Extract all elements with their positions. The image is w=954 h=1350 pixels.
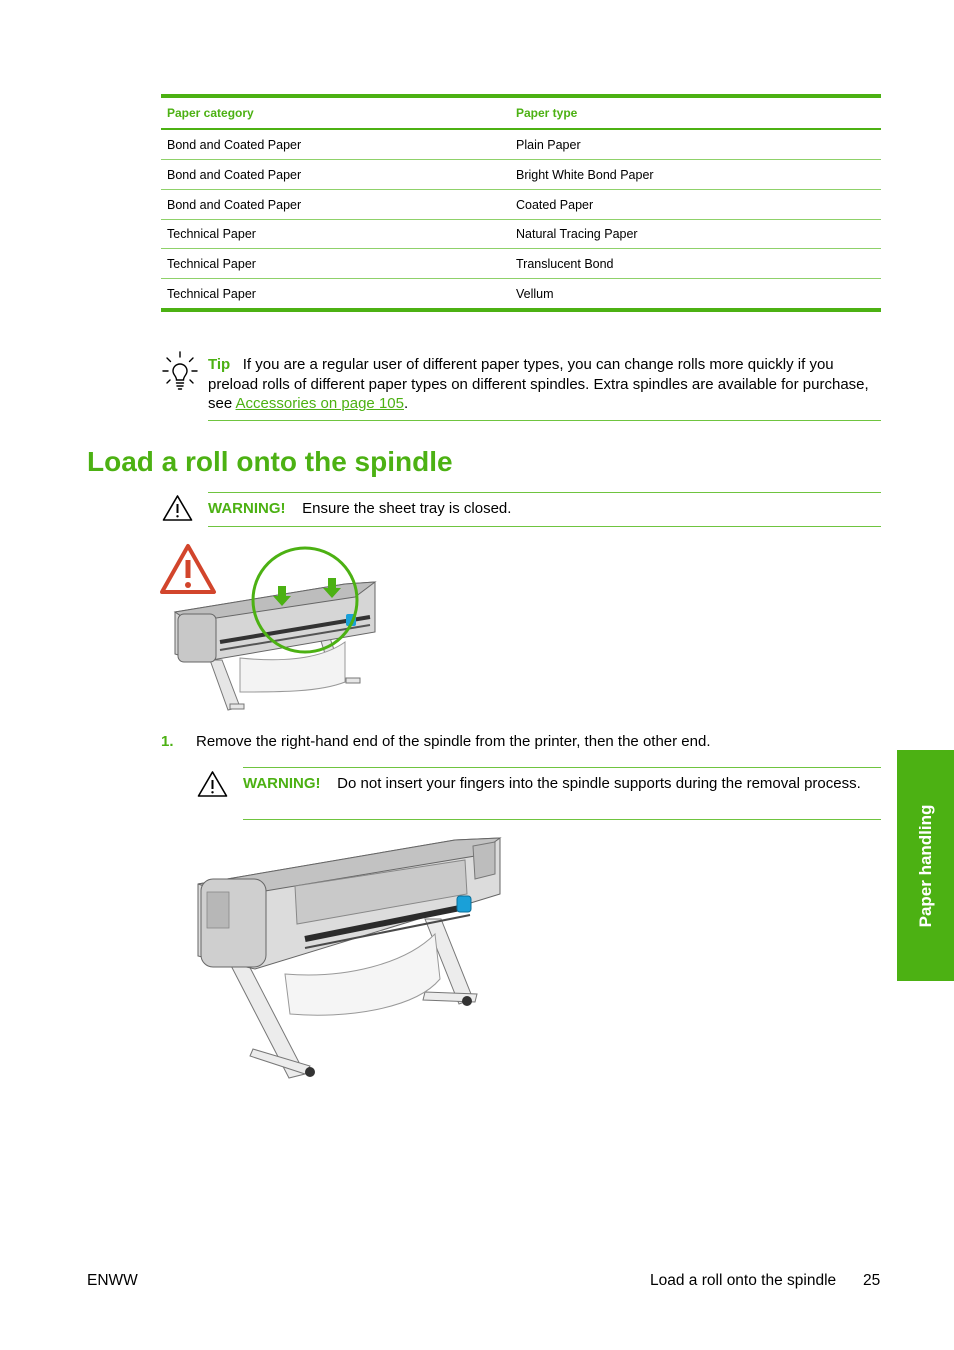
step-text: Remove the right-hand end of the spindle from the printer, then the other end. xyxy=(196,733,711,750)
warning-triangle-icon xyxy=(162,494,193,522)
printer-sheet-tray-illustration xyxy=(160,542,385,712)
warning-sign-icon xyxy=(162,546,214,592)
cell-type: Bright White Bond Paper xyxy=(516,168,654,182)
warning-top-rule xyxy=(208,492,881,493)
column-header-type: Paper type xyxy=(516,106,578,120)
warning2-bottom-rule xyxy=(243,819,881,820)
chapter-tab xyxy=(897,750,954,981)
cell-type: Natural Tracing Paper xyxy=(516,227,638,241)
tip-note xyxy=(208,355,882,414)
cell-category: Bond and Coated Paper xyxy=(167,198,302,212)
page-number: 25 xyxy=(863,1272,881,1289)
table-row xyxy=(161,160,881,190)
warning2-label: WARNING! xyxy=(243,775,321,792)
warning2-text: Do not insert your fingers into the spindle supports during the removal process. xyxy=(337,775,861,792)
cell-type: Translucent Bond xyxy=(516,257,614,271)
lightbulb-icon xyxy=(162,350,198,392)
table-row xyxy=(161,249,881,279)
cell-category: Bond and Coated Paper xyxy=(167,138,302,152)
cell-category: Technical Paper xyxy=(167,257,256,271)
cell-category: Technical Paper xyxy=(167,287,256,301)
tip-divider xyxy=(208,420,881,421)
warning-text: Ensure the sheet tray is closed. xyxy=(302,500,512,517)
cell-type: Vellum xyxy=(516,287,554,301)
tip-label: Tip xyxy=(208,356,231,373)
column-header-category: Paper category xyxy=(167,106,254,120)
tip-end: . xyxy=(403,395,409,412)
tip-body: If you are a regular user of different paper types, you can change rolls more quickly if you preload rolls of different paper types on different spindles. Extra spindles are available for purchase, see xyxy=(208,356,869,412)
cell-category: Technical Paper xyxy=(167,227,256,241)
cell-category: Bond and Coated Paper xyxy=(167,168,302,182)
chapter-tab-label: Paper handling xyxy=(915,804,935,927)
cell-type: Plain Paper xyxy=(516,138,581,152)
table-header xyxy=(161,98,881,130)
accessories-link[interactable]: Accessories on page 105 xyxy=(235,395,404,412)
footer-title: Load a roll onto the spindle xyxy=(650,1272,837,1289)
warning-bottom-rule xyxy=(208,526,881,527)
table-row xyxy=(161,130,881,160)
table-row xyxy=(161,190,881,220)
warning-note xyxy=(208,499,511,519)
warning-triangle-icon xyxy=(197,770,228,798)
footer-left: ENWW xyxy=(87,1272,138,1289)
table-bottom-rule xyxy=(161,308,881,312)
step-number: 1. xyxy=(161,733,174,750)
table-row xyxy=(161,279,881,308)
printer-spindle-illustration xyxy=(195,834,505,1082)
warning2-top-rule xyxy=(243,767,881,768)
warning2-note xyxy=(243,774,883,794)
section-title: Load a roll onto the spindle xyxy=(87,446,453,477)
warning-label: WARNING! xyxy=(208,500,286,517)
cell-type: Coated Paper xyxy=(516,198,594,212)
table-row xyxy=(161,219,881,249)
